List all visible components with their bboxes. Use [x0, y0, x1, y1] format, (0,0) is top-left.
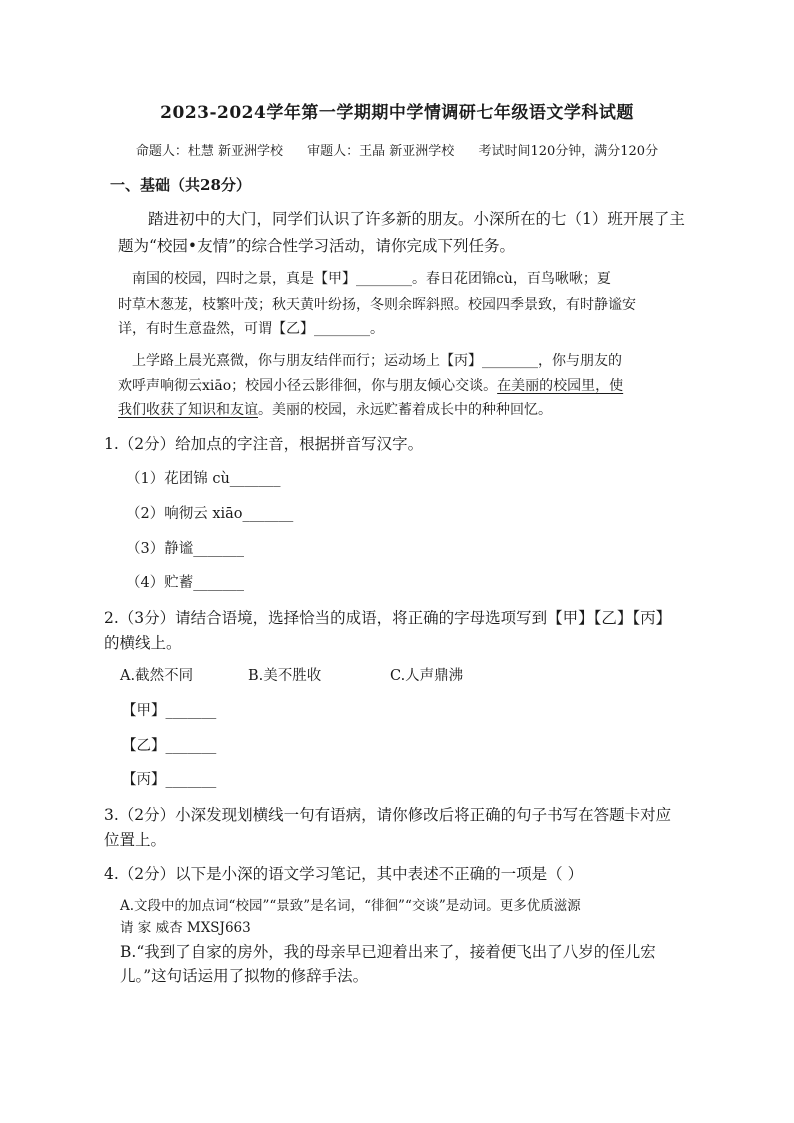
q1-stem: 1.（2分）给加点的字注音，根据拼音写汉字。 — [104, 435, 424, 453]
setter-info: 命题人：杜慧 新亚洲学校 — [135, 144, 284, 159]
passage1-line-1: 南国的校园，四时之景，真是【甲】________。春日花团锦cù，百鸟啾啾；夏 — [132, 271, 611, 287]
page-title: 2023-2024学年第一学期期中学情调研七年级语文学科试题 — [160, 103, 634, 123]
section-heading: 一、基础（共28分） — [110, 176, 251, 194]
passage2-line-3-text: 。美丽的校园，永远贮蓄着成长中的种种回忆。 — [258, 402, 552, 418]
q2-option-a: A.截然不同 — [120, 668, 194, 684]
intro-line-1: 踏进初中的大门，同学们认识了许多新的朋友。小深所在的七（1）班开展了主 — [148, 210, 685, 228]
exam-meta — [0, 140, 794, 159]
q3-line-2: 位置上。 — [104, 831, 167, 849]
q2-blank-bing: 【丙】_______ — [122, 772, 217, 788]
q4-option-b-line-1: B.“我到了自家的房外，我的母亲早已迎着出来了，接着便飞出了八岁的侄儿宏 — [120, 943, 656, 961]
intro-line-2: 题为“校园•友情”的综合性学习活动，请你完成下列任务。 — [118, 237, 515, 255]
q1-item-2: （2）响彻云 xiāo_______ — [126, 506, 294, 522]
q1-item-1: （1）花团锦 cù_______ — [126, 471, 281, 487]
q2-blank-jia: 【甲】_______ — [122, 703, 217, 719]
underlined-sentence-part-1: 在美丽的校园里，使 — [497, 378, 624, 394]
q2-stem-2: 的横线上。 — [104, 634, 182, 652]
passage1-line-3: 详，有时生意盎然，可谓【乙】________。 — [118, 321, 384, 337]
exam-info: 考试时间120分钟，满分120分 — [478, 144, 659, 159]
q2-blank-yi: 【乙】_______ — [122, 738, 217, 754]
q2-option-c: C.人声鼎沸 — [390, 668, 464, 684]
q2-option-b: B.美不胜收 — [248, 668, 322, 684]
passage2-line-1: 上学路上晨光熹微，你与朋友结伴而行；运动场上【丙】________，你与朋友的 — [132, 353, 622, 369]
q1-item-4: （4）贮蓄_______ — [126, 575, 244, 591]
passage2-line-2-text: 欢呼声响彻云xiāo；校园小径云影徘徊，你与朋友倾心交谈。 — [118, 378, 498, 394]
passage1-line-2: 时草木葱茏，枝繁叶茂；秋天黄叶纷扬，冬则余晖斜照。校园四季景致，有时静谧安 — [118, 297, 636, 313]
underlined-sentence-part-2: 我们收获了知识和友谊 — [118, 402, 258, 418]
q4-stem: 4.（2分）以下是小深的语文学习笔记，其中表述不正确的一项是（ ） — [104, 865, 584, 883]
q3-line-1: 3.（2分）小深发现划横线一句有语病，请你修改后将正确的句子书写在答题卡对应 — [104, 806, 672, 824]
q4-option-b-line-2: 儿。”这句话运用了拟物的修辞手法。 — [120, 967, 369, 985]
passage2-line-3 — [118, 399, 552, 419]
q4-option-a-line-2: 请 家 威杏 MXSJ663 — [120, 920, 251, 936]
reviewer-info: 审题人：王晶 新亚洲学校 — [307, 144, 455, 159]
q1-item-3: （3）静谧_______ — [126, 541, 244, 557]
q2-stem-1: 2.（3分）请结合语境，选择恰当的成语，将正确的字母选项写到【甲】【乙】【丙】 — [104, 609, 672, 627]
passage2-line-2 — [118, 375, 623, 395]
q4-option-a-line-1: A.文段中的加点词“校园”“景致”是名词，“徘徊”“交谈”是动词。更多优质滋源 — [120, 898, 581, 914]
